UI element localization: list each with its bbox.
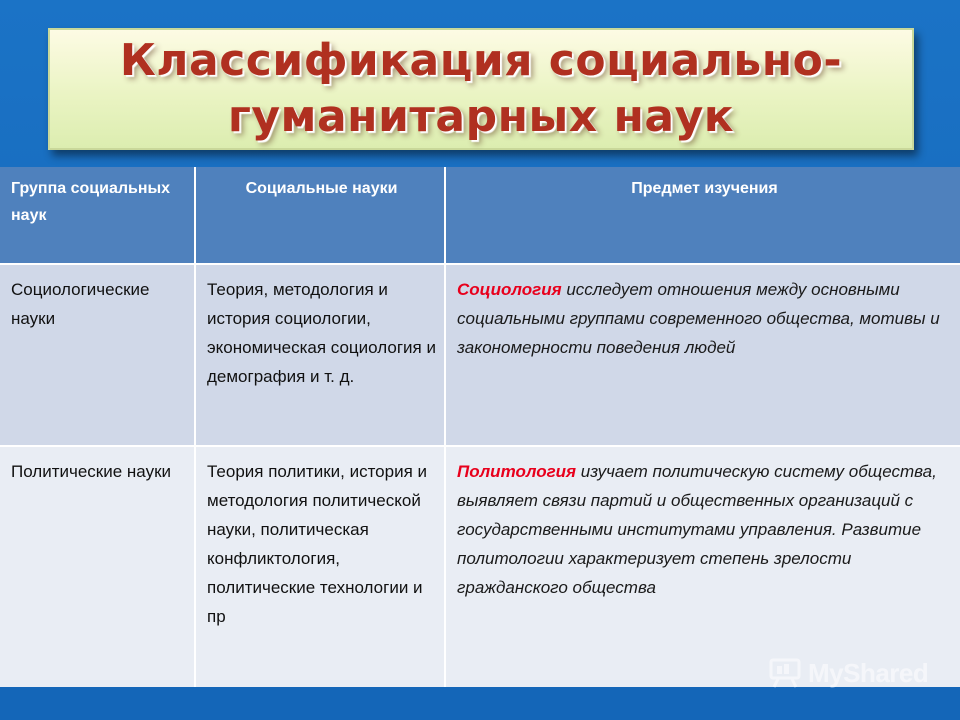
subject-description: исследует отношения между основными социальными группами современного общества, мотивы и закономерности поведения людей <box>457 280 940 357</box>
watermark-text: MyShared <box>808 657 929 688</box>
key-term: Политология <box>457 462 577 481</box>
table-row <box>0 263 960 445</box>
bottom-bar <box>0 687 960 720</box>
watermark <box>768 656 928 690</box>
group-cell: Политические науки <box>0 447 196 687</box>
key-term: Социология <box>457 280 562 299</box>
subject-cell <box>446 265 960 445</box>
presentation-icon <box>768 657 802 689</box>
header-group: Группа социальных наук <box>0 167 196 263</box>
classification-table <box>0 167 960 687</box>
table-row <box>0 445 960 687</box>
header-subject: Предмет изучения <box>631 180 778 197</box>
slide-title: Классификация социально-гуманитарных наук <box>119 35 843 142</box>
sciences-cell: Теория политики, история и методология политической науки, политическая конфликтология, политические технологии и пр <box>196 447 446 687</box>
header-sciences: Социальные науки <box>196 167 446 263</box>
group-cell: Социологические науки <box>0 265 196 445</box>
subject-description: изучает политическую систему общества, выявляет связи партий и общественных организаций с государственными институтами управления. Развитие политологии характеризует степень зрелости гражданского общества <box>457 462 937 597</box>
table-header-row <box>0 167 960 263</box>
subject-cell <box>446 447 960 687</box>
sciences-cell: Теория, методология и история социологии, экономическая социология и демография и т. д. <box>196 265 446 445</box>
title-banner <box>48 28 914 150</box>
